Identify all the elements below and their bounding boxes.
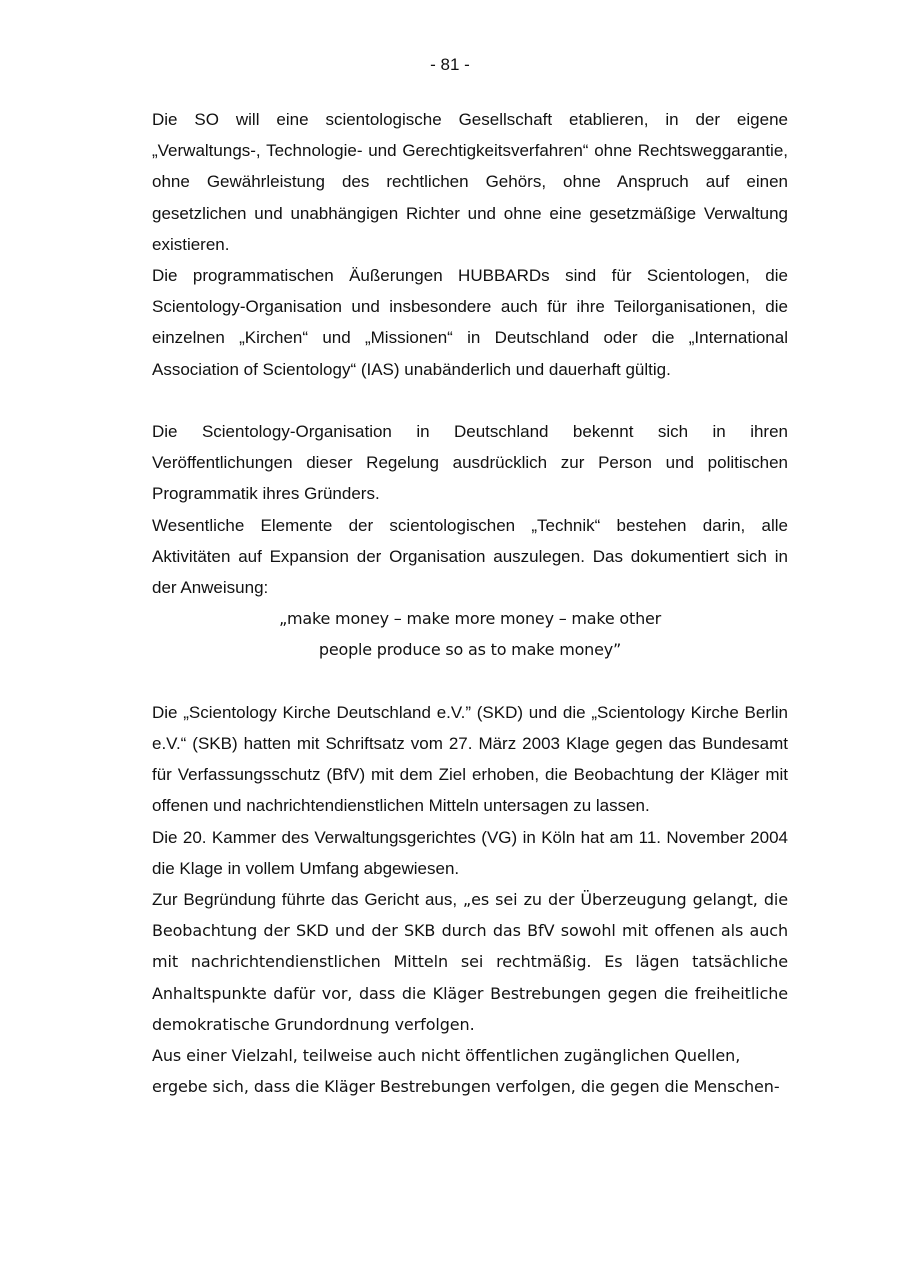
paragraph-court-decision: Die 20. Kammer des Verwaltungsgerichtes (VG) in Köln hat am 11. November 2004 die Klage in vollem Umfang abgewiesen. — [152, 827, 788, 878]
quote-line: people produce so as to make money” — [318, 640, 622, 660]
page-number: - 81 - — [430, 55, 470, 74]
paragraph-lawsuit: Die „Scientology Kirche Deutschland e.V.” (SKD) und die „Scientology Kirche Berlin e.V.“ (SKB) hatten mit Schriftsatz vom 27. März 2003 Klage gegen das Bundesamt für Verfassungsschutz (BfV) mit dem Ziel erhoben, die Beobachtung der Kläger mit offenen und nachrichtendienstlichen Mitteln untersagen zu lassen. — [152, 702, 788, 816]
paragraph-spacer — [152, 666, 788, 697]
paragraph-organisation-germany: Die Scientology-Organisation in Deutschland bekennt sich in ihren Veröffentlichungen dieser Regelung ausdrücklich zur Person und politischen Programmatik ihres Gründers. — [152, 422, 788, 504]
paragraph-hubbard-statements: Die programmatischen Äußerungen HUBBARDs sind für Scientologen, die Scientology-Organisation und insbesondere auch für ihre Teilorganisationen, die einzelnen „Kirchen“ und „Missionen“ in Deutschland oder die „International Association of Scientology“ (IAS) unabänderlich und dauerhaft gültig. — [152, 266, 788, 379]
quote-line: „make money – make more money – make other — [278, 609, 662, 629]
paragraph-court-reasoning — [152, 884, 788, 1040]
document-body — [152, 104, 788, 1102]
reasoning-quote: „es sei zu der Überzeugung gelangt, die Beobachtung der SKD und der SKB durch das BfV sowohl mit offenen als auch mit nachrichtendienstlichen Mitteln sei rechtmäßig. Es lägen tatsächliche Anhaltspunkte dafür vor, dass die Kläger Bestrebungen gegen die freiheitliche demokratische Grundordnung verfolgen. — [152, 890, 788, 1034]
paragraph-spacer — [152, 385, 788, 416]
quote-block — [152, 603, 788, 665]
paragraph-scientological-society: Die SO will eine scientologische Gesellschaft etablieren, in der eigene „Verwaltungs-, Technologie- und Gerechtigkeitsverfahren“ ohne Rechtsweggarantie, ohne Gewährleistung des rechtlichen Gehörs, ohne Anspruch auf einen gesetzlichen und unabhängigen Richter und ohne eine gesetzmäßige Verwaltung existieren. — [152, 110, 788, 254]
paragraph-sources: Aus einer Vielzahl, teilweise auch nicht öffentlichen zugänglichen Quellen, ergebe sich, dass die Kläger Bestrebungen verfolgen, die gegen die Menschen- — [152, 1046, 780, 1097]
paragraph-technique-elements: Wesentliche Elemente der scientologischen „Technik“ bestehen darin, alle Aktivitäten auf Expansion der Organisation auszulegen. Das dokumentiert sich in der Anweisung: — [152, 515, 788, 598]
reasoning-intro: Zur Begründung führte das Gericht aus, — [152, 890, 463, 910]
